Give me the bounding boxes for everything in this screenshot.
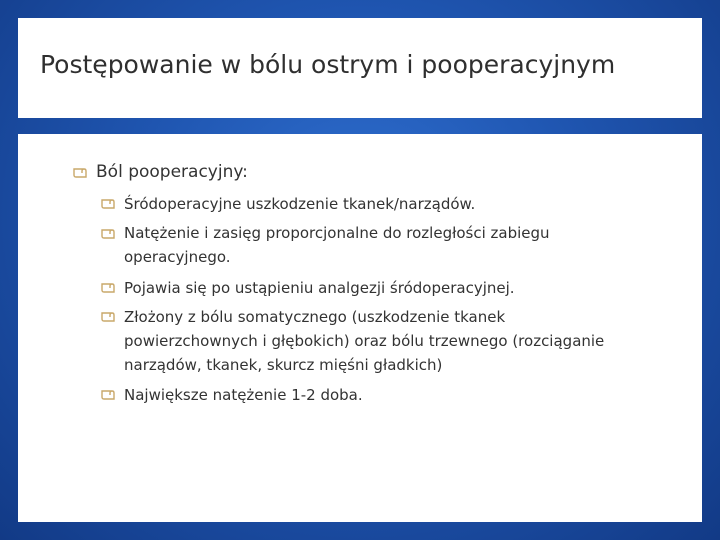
item-text: narządów, tkanek, skurcz mięśni gładkich) xyxy=(124,356,443,374)
list-item xyxy=(124,383,363,407)
item-text: Największe natężenie 1-2 doba. xyxy=(124,386,363,404)
item-text: Śródoperacyjne uszkodzenie tkanek/narządów. xyxy=(124,195,476,213)
scroll-bullet-icon xyxy=(100,281,118,295)
item-text: Natężenie i zasięg proporcjonalne do rozległości zabiegu xyxy=(124,224,550,242)
list-item xyxy=(124,221,550,269)
list-item xyxy=(124,192,475,216)
item-text: powierzchownych i głębokich) oraz bólu trzewnego (rozciąganie xyxy=(124,332,605,350)
scroll-bullet-icon xyxy=(100,310,118,324)
scroll-bullet-icon xyxy=(72,166,90,180)
scroll-bullet-icon xyxy=(100,197,118,211)
item-text: Złożony z bólu somatycznego (uszkodzenie tkanek xyxy=(124,308,506,326)
level1-heading: Ból pooperacyjny: xyxy=(96,162,248,182)
item-text: Pojawia się po ustąpieniu analgezji śródoperacyjnej. xyxy=(124,279,515,297)
list-item xyxy=(124,305,604,377)
slide-title: Postępowanie w bólu ostrym i pooperacyjnym xyxy=(40,50,616,79)
item-text: operacyjnego. xyxy=(124,248,231,266)
list-item xyxy=(124,276,515,300)
scroll-bullet-icon xyxy=(100,227,118,241)
scroll-bullet-icon xyxy=(100,388,118,402)
